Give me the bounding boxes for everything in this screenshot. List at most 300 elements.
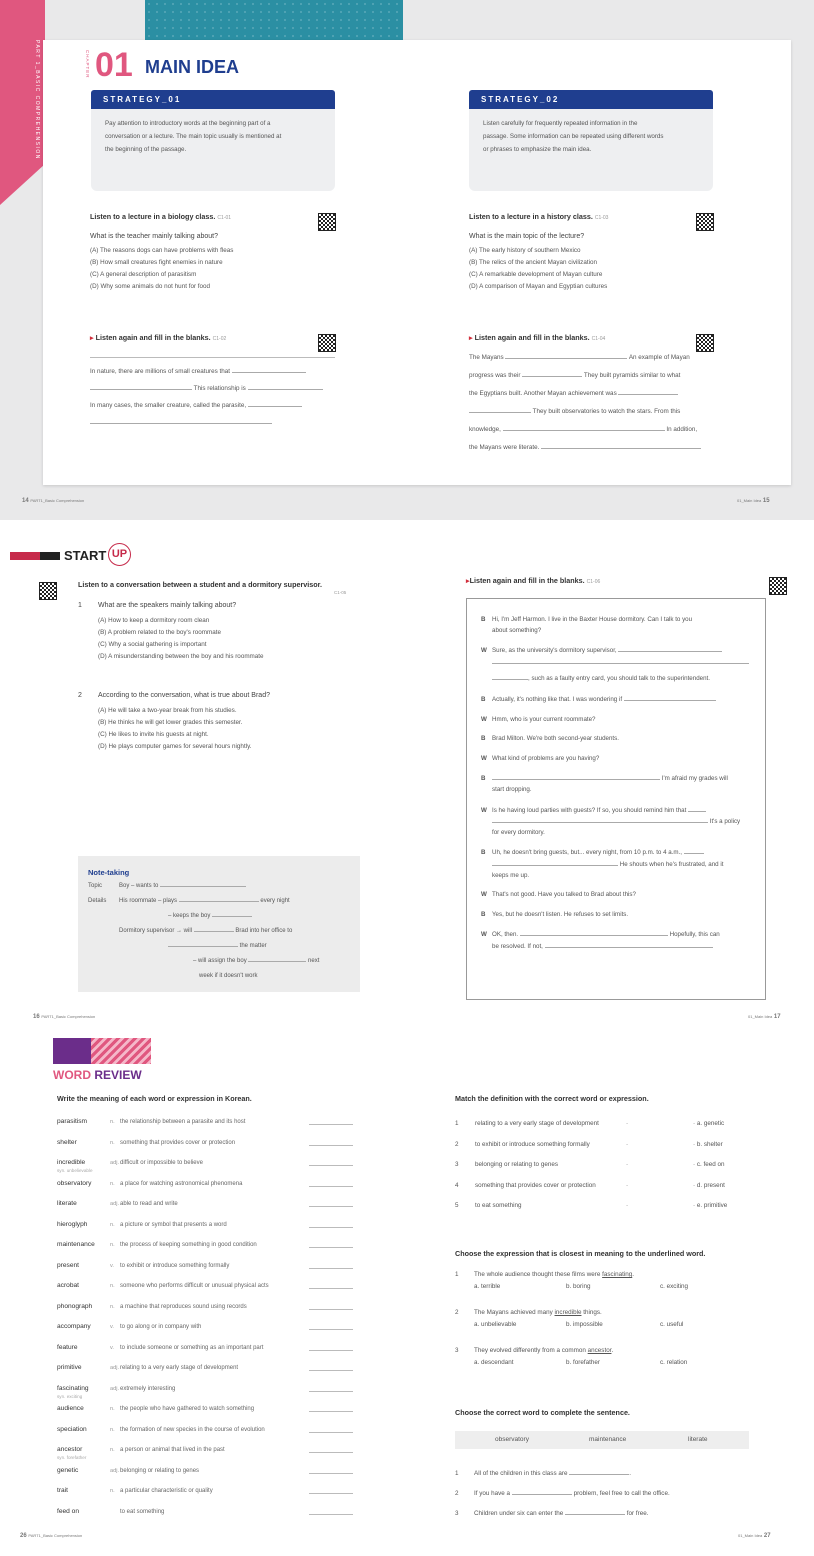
spread-word-review bbox=[0, 1026, 814, 1556]
chapter-number: 01 bbox=[95, 46, 133, 84]
blank[interactable] bbox=[618, 388, 678, 395]
part-of-speech: v. bbox=[110, 1324, 114, 1330]
right-fill-line: the Egyptians built. Another Mayan achievement was bbox=[469, 390, 617, 397]
sentence-text: problem, feel free to call the office. bbox=[573, 1490, 670, 1497]
right-fill-prompt: Listen again and fill in the blanks. bbox=[474, 333, 590, 342]
conversation-code: C1-05 bbox=[334, 590, 347, 595]
underlined-word: fascinating bbox=[602, 1271, 633, 1278]
note-detail: Brad into her office to bbox=[235, 928, 293, 934]
dialog-fill-code: C1-06 bbox=[586, 579, 601, 585]
footer-text: 01_Main Idea bbox=[748, 1014, 773, 1019]
part-of-speech: n. bbox=[110, 1447, 115, 1453]
answer-blank[interactable] bbox=[309, 1206, 353, 1207]
blank[interactable] bbox=[565, 1508, 625, 1515]
part-of-speech: adj. bbox=[110, 1467, 120, 1474]
answer-blank[interactable] bbox=[309, 1493, 353, 1494]
match-answer[interactable] bbox=[693, 1114, 724, 1135]
footer-text: PART1_Basic Comprehension bbox=[30, 498, 85, 503]
synonym-item bbox=[455, 1307, 755, 1345]
right-code: C1-03 bbox=[594, 215, 609, 221]
vocab-definition: belonging or relating to genes bbox=[120, 1467, 200, 1474]
qr-code-icon bbox=[318, 334, 336, 352]
part-of-speech: n. bbox=[110, 1406, 115, 1412]
part-of-speech: adj. bbox=[110, 1160, 120, 1166]
answer-blank[interactable] bbox=[309, 1370, 353, 1371]
blank[interactable] bbox=[160, 880, 246, 887]
match-answer[interactable] bbox=[693, 1155, 725, 1176]
word-row bbox=[57, 1502, 357, 1523]
note-topic-label: Topic bbox=[88, 883, 103, 889]
match-row bbox=[455, 1196, 755, 1217]
question-text: According to the conversation, what is true about Brad? bbox=[98, 692, 270, 699]
right-fill-line: The Mayans bbox=[469, 354, 504, 361]
choice-option[interactable]: b. impossible bbox=[566, 1321, 603, 1328]
word-list bbox=[57, 1112, 357, 1522]
answer-blank[interactable] bbox=[309, 1432, 353, 1433]
vocab-word: observatory bbox=[57, 1179, 92, 1187]
vocab-definition: someone who performs difficult or unusual physical acts bbox=[120, 1283, 269, 1289]
match-row bbox=[455, 1176, 755, 1197]
answer-blank[interactable] bbox=[309, 1145, 353, 1146]
right-option[interactable]: (B) The relics of the ancient Mayan civilization bbox=[469, 259, 597, 266]
right-fill-block bbox=[469, 333, 714, 457]
match-dot-left[interactable]: · bbox=[626, 1181, 629, 1189]
strategy-2-body bbox=[469, 109, 713, 191]
question-number: 2 bbox=[78, 692, 82, 699]
part-of-speech: n. bbox=[110, 1426, 115, 1433]
vocab-definition: to exhibit or introduce something formally bbox=[120, 1262, 230, 1269]
dialog-line: Hi, I'm Jeff Harmon. I live in the Baxter House dormitory. Can I talk to you bbox=[492, 616, 693, 623]
dialog-line: Yes, but he doesn't listen. He refuses to set limits. bbox=[492, 910, 629, 918]
word-bank-item: maintenance bbox=[589, 1436, 627, 1443]
dialog-line: What kind of problems are you having? bbox=[492, 754, 600, 762]
blank[interactable] bbox=[545, 941, 713, 948]
speaker: W bbox=[481, 891, 487, 899]
title-review: REVIEW bbox=[94, 1068, 142, 1082]
word-row bbox=[57, 1133, 357, 1154]
answer-blank[interactable] bbox=[309, 1124, 353, 1125]
blank[interactable] bbox=[492, 773, 660, 780]
vocab-word: incredible bbox=[57, 1159, 86, 1166]
page-footer-left bbox=[22, 498, 84, 504]
dialog-line: start dropping. bbox=[492, 785, 532, 793]
word-row bbox=[57, 1420, 357, 1441]
title-word: WORD bbox=[53, 1068, 91, 1082]
conversation-prompt: Listen to a conversation between a student and a dormitory supervisor. bbox=[78, 580, 323, 589]
question-text: What are the speakers mainly talking about? bbox=[98, 602, 237, 609]
blank[interactable] bbox=[90, 383, 192, 390]
spread-main-idea bbox=[0, 0, 814, 520]
instruction-2: Match the definition with the correct word or expression. bbox=[455, 1094, 649, 1103]
answer-blank[interactable] bbox=[309, 1329, 353, 1330]
blank[interactable] bbox=[194, 925, 234, 932]
dialog-line: about something? bbox=[492, 626, 542, 634]
word-row bbox=[57, 1338, 357, 1359]
vocab-word: feature bbox=[57, 1343, 78, 1351]
right-fill-line: An example of Mayan bbox=[628, 354, 690, 361]
item-number: 1 bbox=[455, 1470, 459, 1477]
match-dot-right: · bbox=[693, 1120, 696, 1127]
right-fill-code: C1-04 bbox=[591, 336, 606, 342]
blank[interactable] bbox=[232, 366, 306, 373]
blank[interactable] bbox=[179, 895, 259, 902]
answer-blank[interactable] bbox=[309, 1309, 353, 1310]
left-fill-line: This relationship is bbox=[193, 385, 246, 392]
choice-option[interactable]: c. relation bbox=[660, 1359, 688, 1366]
word-row bbox=[57, 1194, 357, 1215]
qr-code-icon bbox=[696, 334, 714, 352]
spread-start-up bbox=[0, 520, 814, 1026]
answer-blank[interactable] bbox=[309, 1186, 353, 1187]
qr-code-icon bbox=[318, 213, 336, 231]
vocab-word: parasitism bbox=[57, 1118, 88, 1125]
sentence-text: . bbox=[611, 1347, 614, 1354]
vocab-synonym: syn. unbelievable bbox=[57, 1168, 93, 1173]
vocab-word: genetic bbox=[57, 1466, 79, 1474]
instruction-4: Choose the correct word to complete the sentence. bbox=[455, 1408, 630, 1417]
sentence-text: . bbox=[632, 1271, 634, 1278]
sentence-text: . bbox=[629, 1470, 631, 1477]
blank[interactable] bbox=[248, 383, 323, 390]
arrow-icon: ▸ bbox=[90, 333, 94, 342]
answer-blank[interactable] bbox=[309, 1350, 353, 1351]
blank[interactable] bbox=[492, 816, 708, 823]
vocab-definition: the people who have gathered to watch something bbox=[120, 1406, 255, 1412]
dialog-line: Hmm, who is your current roommate? bbox=[492, 715, 596, 723]
right-fill-line: They built observatories to watch the stars. From this bbox=[532, 408, 681, 415]
match-dot-left[interactable]: · bbox=[626, 1140, 629, 1148]
blank[interactable] bbox=[503, 424, 665, 431]
word-row bbox=[57, 1174, 357, 1195]
choice-option[interactable]: a. unbelievable bbox=[474, 1321, 517, 1328]
word-row bbox=[57, 1276, 357, 1297]
match-list bbox=[455, 1114, 755, 1217]
strategy-2-line: or phrases to emphasize the main idea. bbox=[483, 146, 592, 153]
arrow-icon: ▸ bbox=[469, 333, 473, 342]
word-review-title bbox=[53, 1068, 142, 1082]
blank[interactable] bbox=[520, 929, 668, 936]
strategy-1-card bbox=[91, 90, 335, 191]
q1-option[interactable]: (C) Why a social gathering is important bbox=[98, 641, 207, 648]
strategy-2-header: STRATEGY_02 bbox=[469, 90, 713, 109]
match-answer-text: e. primitive bbox=[696, 1202, 728, 1209]
right-option[interactable]: (A) The early history of southern Mexico bbox=[469, 247, 581, 254]
strategy-1-body bbox=[91, 109, 335, 191]
part-of-speech: n. bbox=[110, 1303, 115, 1310]
item-number: 4 bbox=[455, 1181, 459, 1189]
page-footer-right bbox=[738, 1533, 771, 1539]
word-row bbox=[57, 1215, 357, 1236]
qr-code-icon bbox=[696, 213, 714, 231]
q2-option[interactable]: (B) He thinks he will get lower grades this semester. bbox=[98, 719, 243, 726]
strategy-2-line: Listen carefully for frequently repeated information in the bbox=[483, 120, 638, 127]
part-of-speech: n. bbox=[110, 1180, 115, 1187]
match-answer[interactable] bbox=[693, 1176, 725, 1197]
match-definition: to eat something bbox=[475, 1202, 522, 1209]
sentence-text: The whole audience thought these films were bbox=[474, 1271, 603, 1278]
speaker: W bbox=[481, 647, 487, 655]
note-details-label: Details bbox=[88, 898, 107, 904]
speaker: B bbox=[481, 735, 486, 743]
left-option[interactable]: (B) How small creatures fight enemies in nature bbox=[90, 259, 223, 266]
match-answer-text: b. shelter bbox=[696, 1140, 723, 1148]
page-number: 16 bbox=[33, 1014, 40, 1020]
page-number: 14 bbox=[22, 498, 29, 504]
word-row bbox=[57, 1379, 357, 1400]
vocab-synonym: syn. exciting bbox=[57, 1393, 83, 1399]
left-option[interactable]: (C) A general description of parasitism bbox=[90, 271, 197, 278]
teal-header-band bbox=[145, 0, 403, 40]
answer-blank[interactable] bbox=[309, 1411, 353, 1412]
sentence-text: All of the children in this class are bbox=[474, 1470, 568, 1477]
answer-blank[interactable] bbox=[309, 1452, 353, 1453]
strategy-2-card bbox=[469, 90, 713, 191]
q2-option[interactable]: (A) He will take a two-year break from his studies. bbox=[98, 707, 237, 714]
vocab-word: accompany bbox=[57, 1323, 91, 1330]
vocab-definition: a picture or symbol that presents a word bbox=[120, 1221, 227, 1228]
vocab-word: primitive bbox=[57, 1364, 82, 1371]
right-fill-line: progress was their bbox=[469, 372, 521, 379]
speaker: B bbox=[481, 695, 486, 703]
blank[interactable] bbox=[569, 1468, 629, 1475]
synonym-item bbox=[455, 1345, 755, 1383]
speaker: B bbox=[481, 775, 486, 783]
blank[interactable] bbox=[469, 406, 531, 413]
vocab-definition: able to read and write bbox=[120, 1201, 178, 1207]
word-bank-item: literate bbox=[688, 1436, 708, 1443]
vocab-word: shelter bbox=[57, 1138, 77, 1146]
note-detail: Dormitory supervisor → will bbox=[119, 928, 193, 934]
blank[interactable] bbox=[492, 859, 618, 866]
choice-option[interactable]: c. exciting bbox=[660, 1283, 688, 1290]
page-title: MAIN IDEA bbox=[145, 57, 239, 77]
answer-blank[interactable] bbox=[309, 1227, 353, 1228]
vocab-definition: extremely interesting bbox=[120, 1385, 176, 1392]
note-topic: Boy – wants to bbox=[119, 883, 159, 889]
dialog-line: Uh, he doesn't bring guests, but... every night, from 10 p.m. to 4 a.m., bbox=[492, 849, 682, 857]
question-1 bbox=[78, 602, 358, 663]
vocab-word: ancestor bbox=[57, 1446, 83, 1453]
q1-option[interactable]: (D) A misunderstanding between the boy and his roommate bbox=[98, 653, 264, 660]
blank[interactable] bbox=[505, 352, 627, 359]
answer-blank[interactable] bbox=[309, 1268, 353, 1269]
vocab-word: trait bbox=[57, 1487, 68, 1494]
dialog-line: be resolved. If not, bbox=[492, 942, 543, 950]
choice-option[interactable]: a. descendant bbox=[474, 1359, 514, 1366]
blank[interactable] bbox=[618, 645, 722, 652]
vocab-definition: the process of keeping something in good condition bbox=[120, 1242, 257, 1248]
word-row bbox=[57, 1297, 357, 1318]
answer-blank[interactable] bbox=[309, 1391, 353, 1392]
left-option[interactable]: (D) Why some animals do not hunt for food bbox=[90, 283, 211, 290]
blank[interactable] bbox=[624, 694, 716, 701]
match-answer[interactable] bbox=[693, 1196, 727, 1217]
footer-text: PART1_Basic Comprehension bbox=[41, 1014, 96, 1019]
match-row bbox=[455, 1114, 755, 1135]
q1-option[interactable]: (A) How to keep a dormitory room clean bbox=[98, 617, 210, 624]
vocab-definition: a person or animal that lived in the past bbox=[120, 1447, 225, 1453]
blank[interactable] bbox=[522, 370, 582, 377]
q2-option[interactable]: (D) He plays computer games for several hours nightly. bbox=[98, 743, 252, 750]
dialog-line: Hopefully, this can bbox=[669, 931, 720, 939]
match-definition: to exhibit or introduce something formally bbox=[475, 1140, 590, 1148]
blank[interactable] bbox=[248, 955, 306, 962]
blank[interactable] bbox=[512, 1488, 572, 1495]
note-detail: – keeps the boy bbox=[168, 913, 211, 919]
left-fill-line: In nature, there are millions of small creatures that bbox=[90, 368, 230, 375]
match-dot-right: · bbox=[693, 1140, 696, 1148]
vocab-word: feed on bbox=[57, 1507, 79, 1515]
right-option[interactable]: (D) A comparison of Mayan and Egyptian cultures bbox=[469, 283, 608, 290]
note-detail: week if it doesn't work bbox=[199, 973, 258, 979]
strategy-1-header: STRATEGY_01 bbox=[91, 90, 335, 109]
match-row bbox=[455, 1155, 755, 1176]
part-of-speech: n. bbox=[110, 1139, 115, 1146]
vocab-definition: to include someone or something as an important part bbox=[120, 1344, 264, 1351]
arrow-icon: ▸ bbox=[466, 576, 470, 585]
speaker: B bbox=[481, 616, 486, 623]
dialog-line: Sure, as the university's dormitory supervisor, bbox=[492, 647, 617, 655]
right-option[interactable]: (C) A remarkable development of Mayan culture bbox=[469, 271, 603, 278]
choice-option[interactable]: b. boring bbox=[566, 1283, 591, 1290]
vocab-definition: a place for watching astronomical phenomena bbox=[120, 1180, 243, 1187]
part-of-speech: n. bbox=[110, 1283, 115, 1289]
left-option[interactable]: (A) The reasons dogs can have problems with fleas bbox=[90, 247, 234, 254]
choice-option[interactable]: a. terrible bbox=[474, 1283, 501, 1290]
dialog-line: OK, then. bbox=[492, 931, 519, 939]
question-number: 1 bbox=[78, 602, 82, 609]
right-question-block bbox=[469, 212, 714, 293]
match-dot-left[interactable]: · bbox=[626, 1202, 629, 1209]
word-row bbox=[57, 1461, 357, 1482]
dialog-line: That's not good. Have you talked to Brad about this? bbox=[492, 891, 636, 899]
page-footer-right bbox=[748, 1014, 781, 1020]
vocab-word: fascinating bbox=[57, 1384, 89, 1392]
dialog-line: I'm afraid my grades will bbox=[661, 775, 728, 783]
note-taking-box bbox=[78, 856, 360, 992]
header-block-purple bbox=[53, 1038, 91, 1064]
sentence-text: The Mayans achieved many bbox=[474, 1309, 555, 1316]
match-definition: something that provides cover or protection bbox=[475, 1181, 596, 1189]
part-of-speech: n. bbox=[110, 1119, 115, 1125]
speaker: B bbox=[481, 910, 486, 918]
vocab-definition: to eat something bbox=[120, 1508, 165, 1515]
left-fill-block bbox=[90, 333, 335, 429]
strategy-2-line: passage. Some information can be repeated using different words bbox=[483, 133, 664, 140]
underlined-word: ancestor bbox=[587, 1347, 612, 1354]
q2-option[interactable]: (C) He likes to invite his guests at night. bbox=[98, 731, 209, 738]
left-fill-prompt: Listen again and fill in the blanks. bbox=[95, 333, 211, 342]
sentence-list bbox=[455, 1464, 755, 1524]
answer-blank[interactable] bbox=[309, 1288, 353, 1289]
sentence-text: They evolved differently from a common bbox=[474, 1347, 588, 1354]
vocab-word: maintenance bbox=[57, 1241, 95, 1248]
blank[interactable] bbox=[248, 400, 302, 407]
right-fill-line: knowledge, bbox=[469, 426, 501, 433]
dialog-line: Actually, it's nothing like that. I was wondering if bbox=[492, 695, 623, 703]
answer-blank[interactable] bbox=[309, 1165, 353, 1166]
dialog-box bbox=[466, 598, 766, 1000]
item-number: 5 bbox=[455, 1202, 459, 1209]
underlined-word: incredible bbox=[554, 1309, 582, 1316]
word-row bbox=[57, 1317, 357, 1338]
choice-option[interactable]: b. forefather bbox=[566, 1359, 600, 1366]
q1-option[interactable]: (B) A problem related to the boy's roommate bbox=[98, 629, 222, 636]
question-2 bbox=[78, 692, 358, 753]
match-dot-right: · bbox=[693, 1202, 696, 1209]
word-row bbox=[57, 1399, 357, 1420]
page-number: 27 bbox=[763, 1533, 771, 1539]
blank[interactable] bbox=[90, 417, 272, 424]
blank[interactable] bbox=[684, 847, 704, 854]
vocab-word: audience bbox=[57, 1405, 84, 1412]
sentence-text: for free. bbox=[626, 1510, 649, 1517]
blank[interactable] bbox=[492, 657, 749, 664]
blank[interactable] bbox=[541, 442, 701, 449]
vocab-definition: difficult or impossible to believe bbox=[120, 1160, 203, 1166]
left-code: C1-01 bbox=[217, 215, 232, 221]
vocab-definition: something that provides cover or protection bbox=[120, 1139, 236, 1146]
page-number: 17 bbox=[773, 1014, 781, 1020]
match-dot-left[interactable]: · bbox=[626, 1120, 629, 1127]
answer-blank[interactable] bbox=[309, 1247, 353, 1248]
blank[interactable] bbox=[492, 673, 528, 680]
sentence-text: If you have a bbox=[474, 1490, 511, 1497]
blank-line[interactable] bbox=[90, 344, 335, 358]
item-number: 2 bbox=[455, 1490, 459, 1497]
vocab-word: hieroglyph bbox=[57, 1220, 88, 1228]
blank[interactable] bbox=[212, 910, 252, 917]
page-footer-left bbox=[20, 1533, 82, 1539]
part-of-speech: v. bbox=[110, 1262, 114, 1269]
page-number: 26 bbox=[20, 1533, 27, 1539]
synonym-item bbox=[455, 1269, 755, 1307]
page-15 bbox=[43, 40, 791, 485]
footer-text: 01_Main Idea bbox=[738, 1533, 763, 1538]
word-bank bbox=[455, 1431, 749, 1449]
part-of-speech: adj. bbox=[110, 1385, 120, 1392]
item-number: 3 bbox=[455, 1347, 459, 1354]
word-row bbox=[57, 1112, 357, 1133]
part-of-speech: n. bbox=[110, 1242, 115, 1248]
note-detail: every night bbox=[260, 898, 290, 904]
speaker: W bbox=[481, 715, 487, 723]
strategy-1-line: conversation or a lecture. The main topic usually is mentioned at bbox=[105, 133, 282, 140]
match-dot-left[interactable]: · bbox=[626, 1161, 629, 1168]
vocab-definition: the relationship between a parasite and its host bbox=[120, 1119, 246, 1125]
answer-blank[interactable] bbox=[309, 1473, 353, 1474]
dialog-line: Brad Milton. We're both second-year students. bbox=[492, 735, 619, 743]
choice-option[interactable]: c. useful bbox=[660, 1321, 684, 1328]
sentence-text: things. bbox=[581, 1309, 602, 1316]
part-of-speech: adj. bbox=[110, 1365, 120, 1371]
word-row bbox=[57, 1358, 357, 1379]
part-of-speech: adj. bbox=[110, 1201, 120, 1207]
word-row bbox=[57, 1440, 357, 1461]
part-of-speech: n. bbox=[110, 1488, 115, 1494]
left-question: What is the teacher mainly talking about? bbox=[90, 233, 219, 240]
match-answer[interactable] bbox=[693, 1135, 723, 1156]
vocab-definition: relating to a very early stage of development bbox=[120, 1365, 239, 1371]
right-fill-line: They built pyramids similar to what bbox=[583, 372, 681, 379]
match-dot-right: · bbox=[693, 1181, 696, 1189]
note-detail: the matter bbox=[239, 943, 267, 949]
blank[interactable] bbox=[168, 940, 238, 947]
blank[interactable] bbox=[688, 805, 706, 812]
chapter-label: CHAPTER bbox=[85, 50, 90, 79]
word-row bbox=[57, 1256, 357, 1277]
answer-blank[interactable] bbox=[309, 1514, 353, 1515]
